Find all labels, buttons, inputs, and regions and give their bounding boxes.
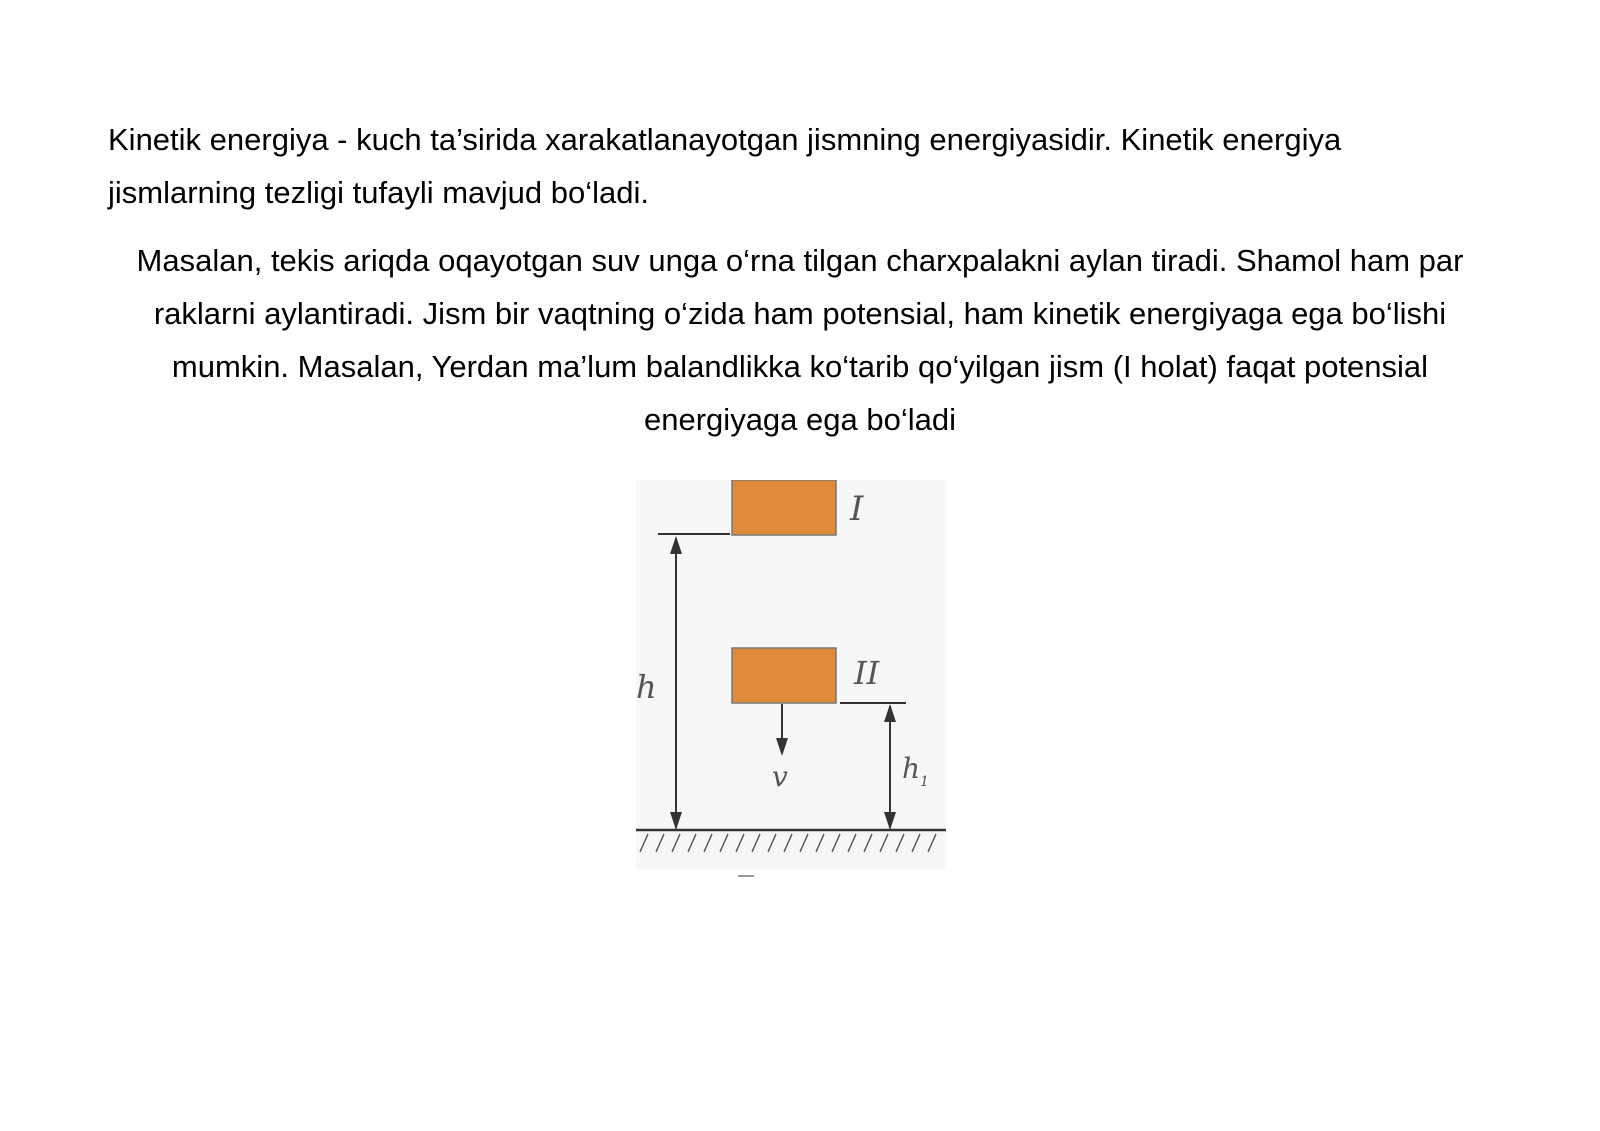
block-state-1 (732, 480, 836, 535)
label-height-1: h (902, 752, 921, 785)
energy-diagram (636, 480, 966, 900)
label-height: h (636, 668, 657, 706)
label-height-1-subscript: 1 (920, 774, 929, 790)
label-state-2: II (854, 654, 880, 692)
label-velocity: v (772, 760, 788, 793)
label-state-1: I (850, 489, 864, 529)
paragraph-example: Masalan, tekis ariqda oqayotgan suv unga o‘rna tilgan charxpalakni aylan tiradi. Shamol ham par raklarni aylantiradi. Jism bir vaqtning o‘zida ham potensial, ham kinetik energiyaga ega bo‘lishi mumkin. Masalan, Yerdan ma’lum balandlikka ko‘tarib qo‘yilgan jism (I holat) faqat potensial energiyaga ega bo‘ladi (136, 243, 1464, 437)
block-state-2 (732, 648, 836, 703)
paragraph-kinetic-definition: Kinetik energiya - kuch ta’sirida xarakatlanayotgan jismning energiyasidir. Kinetik energiya jismlarning tezligi tufayli mavjud bo‘ladi. (108, 122, 1342, 210)
